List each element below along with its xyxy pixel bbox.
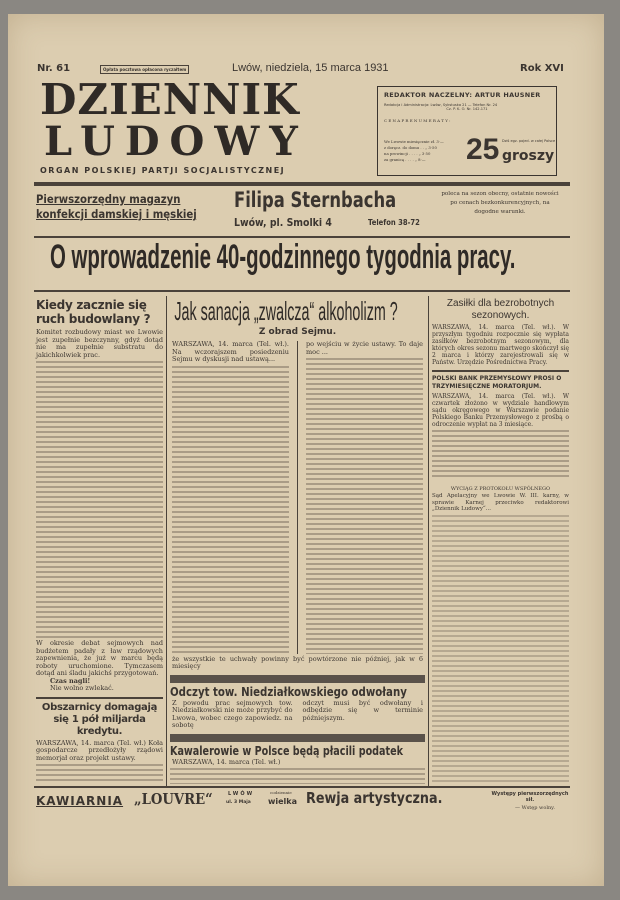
sanacja-columns — [170, 341, 425, 654]
ad-address: Lwów, pl. Smolki 4 — [234, 216, 332, 229]
kiedy-lead: Komitet rozbudowy miast we Lwowie jest zupełnie bezczynny, gdyż dotąd nie ma zupełnie substratu do jakichkolwiek prac. — [36, 328, 163, 359]
footer-daily: codziennie — [270, 790, 292, 795]
footer-big: wielka — [268, 797, 298, 806]
sanacja-col2-wrap — [304, 341, 425, 654]
title-line1: DZIENNIK — [40, 75, 300, 124]
divider — [34, 182, 570, 186]
sanacja-tail: że wszystkie te uchwały powinny być powtórzone nie później, jak w 6 miesięcy — [172, 654, 423, 670]
year: Rok XVI — [520, 63, 564, 74]
subscription-row: za granicą . . . . „ 8·— — [384, 157, 426, 162]
sanacja-body-col1 — [172, 366, 289, 654]
wyciag-body — [432, 515, 569, 785]
divider — [432, 370, 569, 372]
odczyt-columns — [170, 700, 425, 730]
divider — [34, 786, 570, 788]
ad-phone: Telefon 38-72 — [368, 218, 420, 227]
wyciag-lead: Sąd Apelacyjny we Lwowie W. III. karny, w sprawie Karnej przeciwko redaktorowi „Dziennik Ludowy“... — [432, 493, 569, 512]
subscription-label: C E N A P R E N U M E R A T Y : — [384, 118, 451, 123]
ad-left — [36, 192, 197, 222]
divider-bar — [170, 734, 425, 742]
bank-body — [432, 430, 569, 480]
sanacja-col2: po wejściu w życie ustawy. To daje moc ... — [306, 340, 423, 356]
footer-street: ul. 3 Maja — [226, 800, 251, 805]
kiedy-tail: W okresie debat sejmowych nad budżetem padały z ław rządowych zapewnienia, że już w marcu będą roboty uruchomione. Tymczasem dotąd ani śladu jakichś przygotowań. — [36, 639, 163, 677]
sanacja-col1 — [170, 341, 291, 654]
footer-show: Rewja artystyczna. — [306, 789, 443, 807]
zasilki-lead: WARSZAWA, 14. marca (Tel. wł.). W przyszłym tygodniu rozpocznie się wypłata zasiłków bezrobotnym sezonowym, dla których okres sezonu martwego skończył się 2 marca i którzy zarejestrowali się w Państw. Urzędzie Pośrednictwa Pracy. — [432, 324, 569, 366]
obszarnicy-lead: WARSZAWA, 14. marca (Tel. wł.) Koła gospodarcze przedłożyły rządowi memorjał oraz projekt ustawy. — [36, 738, 163, 762]
subscription-rows — [384, 139, 462, 163]
column-rule — [297, 341, 298, 654]
kiedy-sign1: Czas nagli! — [50, 676, 91, 685]
ad-left-line2: konfekcji damskiej i męskiej — [36, 207, 197, 221]
sanacja-title: Jak sanacja „zwalcza“ alkoholizm ? — [174, 296, 398, 326]
zasilki-title: Zasiłki dla bezrobotnych sezonowych. — [446, 298, 555, 321]
kiedy-body — [36, 361, 163, 638]
editor-box — [377, 86, 557, 176]
price-note: Dziś egz. pojed. w całej Polsce — [502, 139, 556, 143]
price: 25 — [466, 133, 500, 166]
odczyt-title: Odczyt tow. Niedziałkowskiego odwołany — [170, 684, 407, 699]
editor: REDAKTOR NACZELNY: ARTUR HAUSNER — [384, 91, 541, 99]
right-column — [432, 298, 569, 784]
sanacja-body-col2 — [306, 358, 423, 654]
column-rule — [166, 296, 167, 786]
kiedy-sign2: Nie wolno zwlekać. — [50, 684, 114, 692]
postage-note: Opłata pocztowa opłacona ryczałtem — [100, 65, 189, 74]
sanacja-subtitle: Z obrad Sejmu. — [258, 327, 337, 337]
column-rule — [428, 296, 429, 786]
footer-brand: „LOUVRE“ — [134, 790, 213, 808]
divider-bar — [170, 675, 425, 683]
subscription-row: We Lwowie miesięcznie zł. 3·— — [384, 139, 444, 144]
middle-column — [170, 296, 425, 784]
left-column — [36, 298, 163, 784]
kiedy-title: Kiedy zacznie się ruch budowlany ? — [36, 298, 151, 326]
divider — [36, 697, 163, 699]
kawalerowie-body — [170, 768, 425, 784]
ad-right: poleca na sezon obecny, ostatnie nowości po cenach bezkonkurencyjnych, na dogodne warunki. — [441, 191, 559, 215]
subscription-row: na prowincji . . . . „ 3·50 — [384, 151, 431, 156]
kawalerowie-title: Kawalerowie w Polsce będą płacili podatek — [170, 743, 403, 758]
bank-lead: WARSZAWA, 14. marca (Tel. wł.). W czwartek złożono w wydziale handlowym sądu okręgowego w Warszawie podanie Polskiego Banku Przemysłowego z prośbą o odroczenie wypłat na 3 miesiące. — [432, 393, 569, 428]
footer-note1: Występy pierwszorzędnych sił. — [491, 791, 569, 803]
price-unit: groszy — [502, 148, 555, 164]
sanacja-lead: WARSZAWA, 14. marca (Tel. wł.). Na wczorajszem posiedzeniu Sejmu w dyskusji nad ustawą... — [172, 340, 289, 363]
footer-cafe: KAWIARNIA — [36, 794, 124, 808]
footer-city: LWÓW — [228, 791, 255, 797]
ad-name: Filipa Sternbacha — [234, 188, 397, 212]
issue-number: Nr. 61 — [37, 63, 71, 74]
ad-left-line1: Pierwszorzędny magazyn — [36, 192, 181, 206]
bank-title: POLSKI BANK PRZEMYSŁOWY PROSI O TRZYMIESIĘCZNE MORATORJUM. — [432, 375, 562, 390]
subscription-row: z doręcz. do domu . . „ 3·50 — [384, 145, 437, 150]
odczyt-col1: Z powodu prac sejmowych tow. Niedziałkowski nie może przybyć do Lwowa, wobec czego zapowiedz. na sobotę — [172, 698, 293, 729]
kawalerowie-lead: WARSZAWA, 14. marca (Tel. wł.) — [172, 757, 281, 766]
obszarnicy-body — [36, 764, 163, 784]
odczyt-col2: odczyt musi być odwołany i odbędzie się w terminie późniejszym. — [302, 698, 423, 722]
pko: Cz. P. K. O. Nr. 142.171 — [446, 107, 488, 111]
title-line2: LUDOWY — [44, 118, 308, 165]
obszarnicy-title: Obszarnicy domagają się 1 pół miljarda kredytu. — [41, 701, 158, 737]
footer-note2: — Wstęp wolny. — [515, 805, 555, 811]
address: Redakcja i Administracja: Lwów, Sykstuska 21 — Telefon Nr. 24 — [384, 103, 498, 107]
subtitle: ORGAN POLSKIEJ PARTJI SOCJALISTYCZNEJ — [40, 166, 286, 175]
divider — [34, 290, 570, 292]
wyciag-title: WYCIĄG Z PROTOKOŁU WSPÓLNEGO — [450, 486, 551, 492]
main-headline: O wprowadzenie 40-godzinnego tygodnia pracy. — [50, 238, 516, 276]
dateline: Lwów, niedziela, 15 marca 1931 — [232, 62, 389, 74]
